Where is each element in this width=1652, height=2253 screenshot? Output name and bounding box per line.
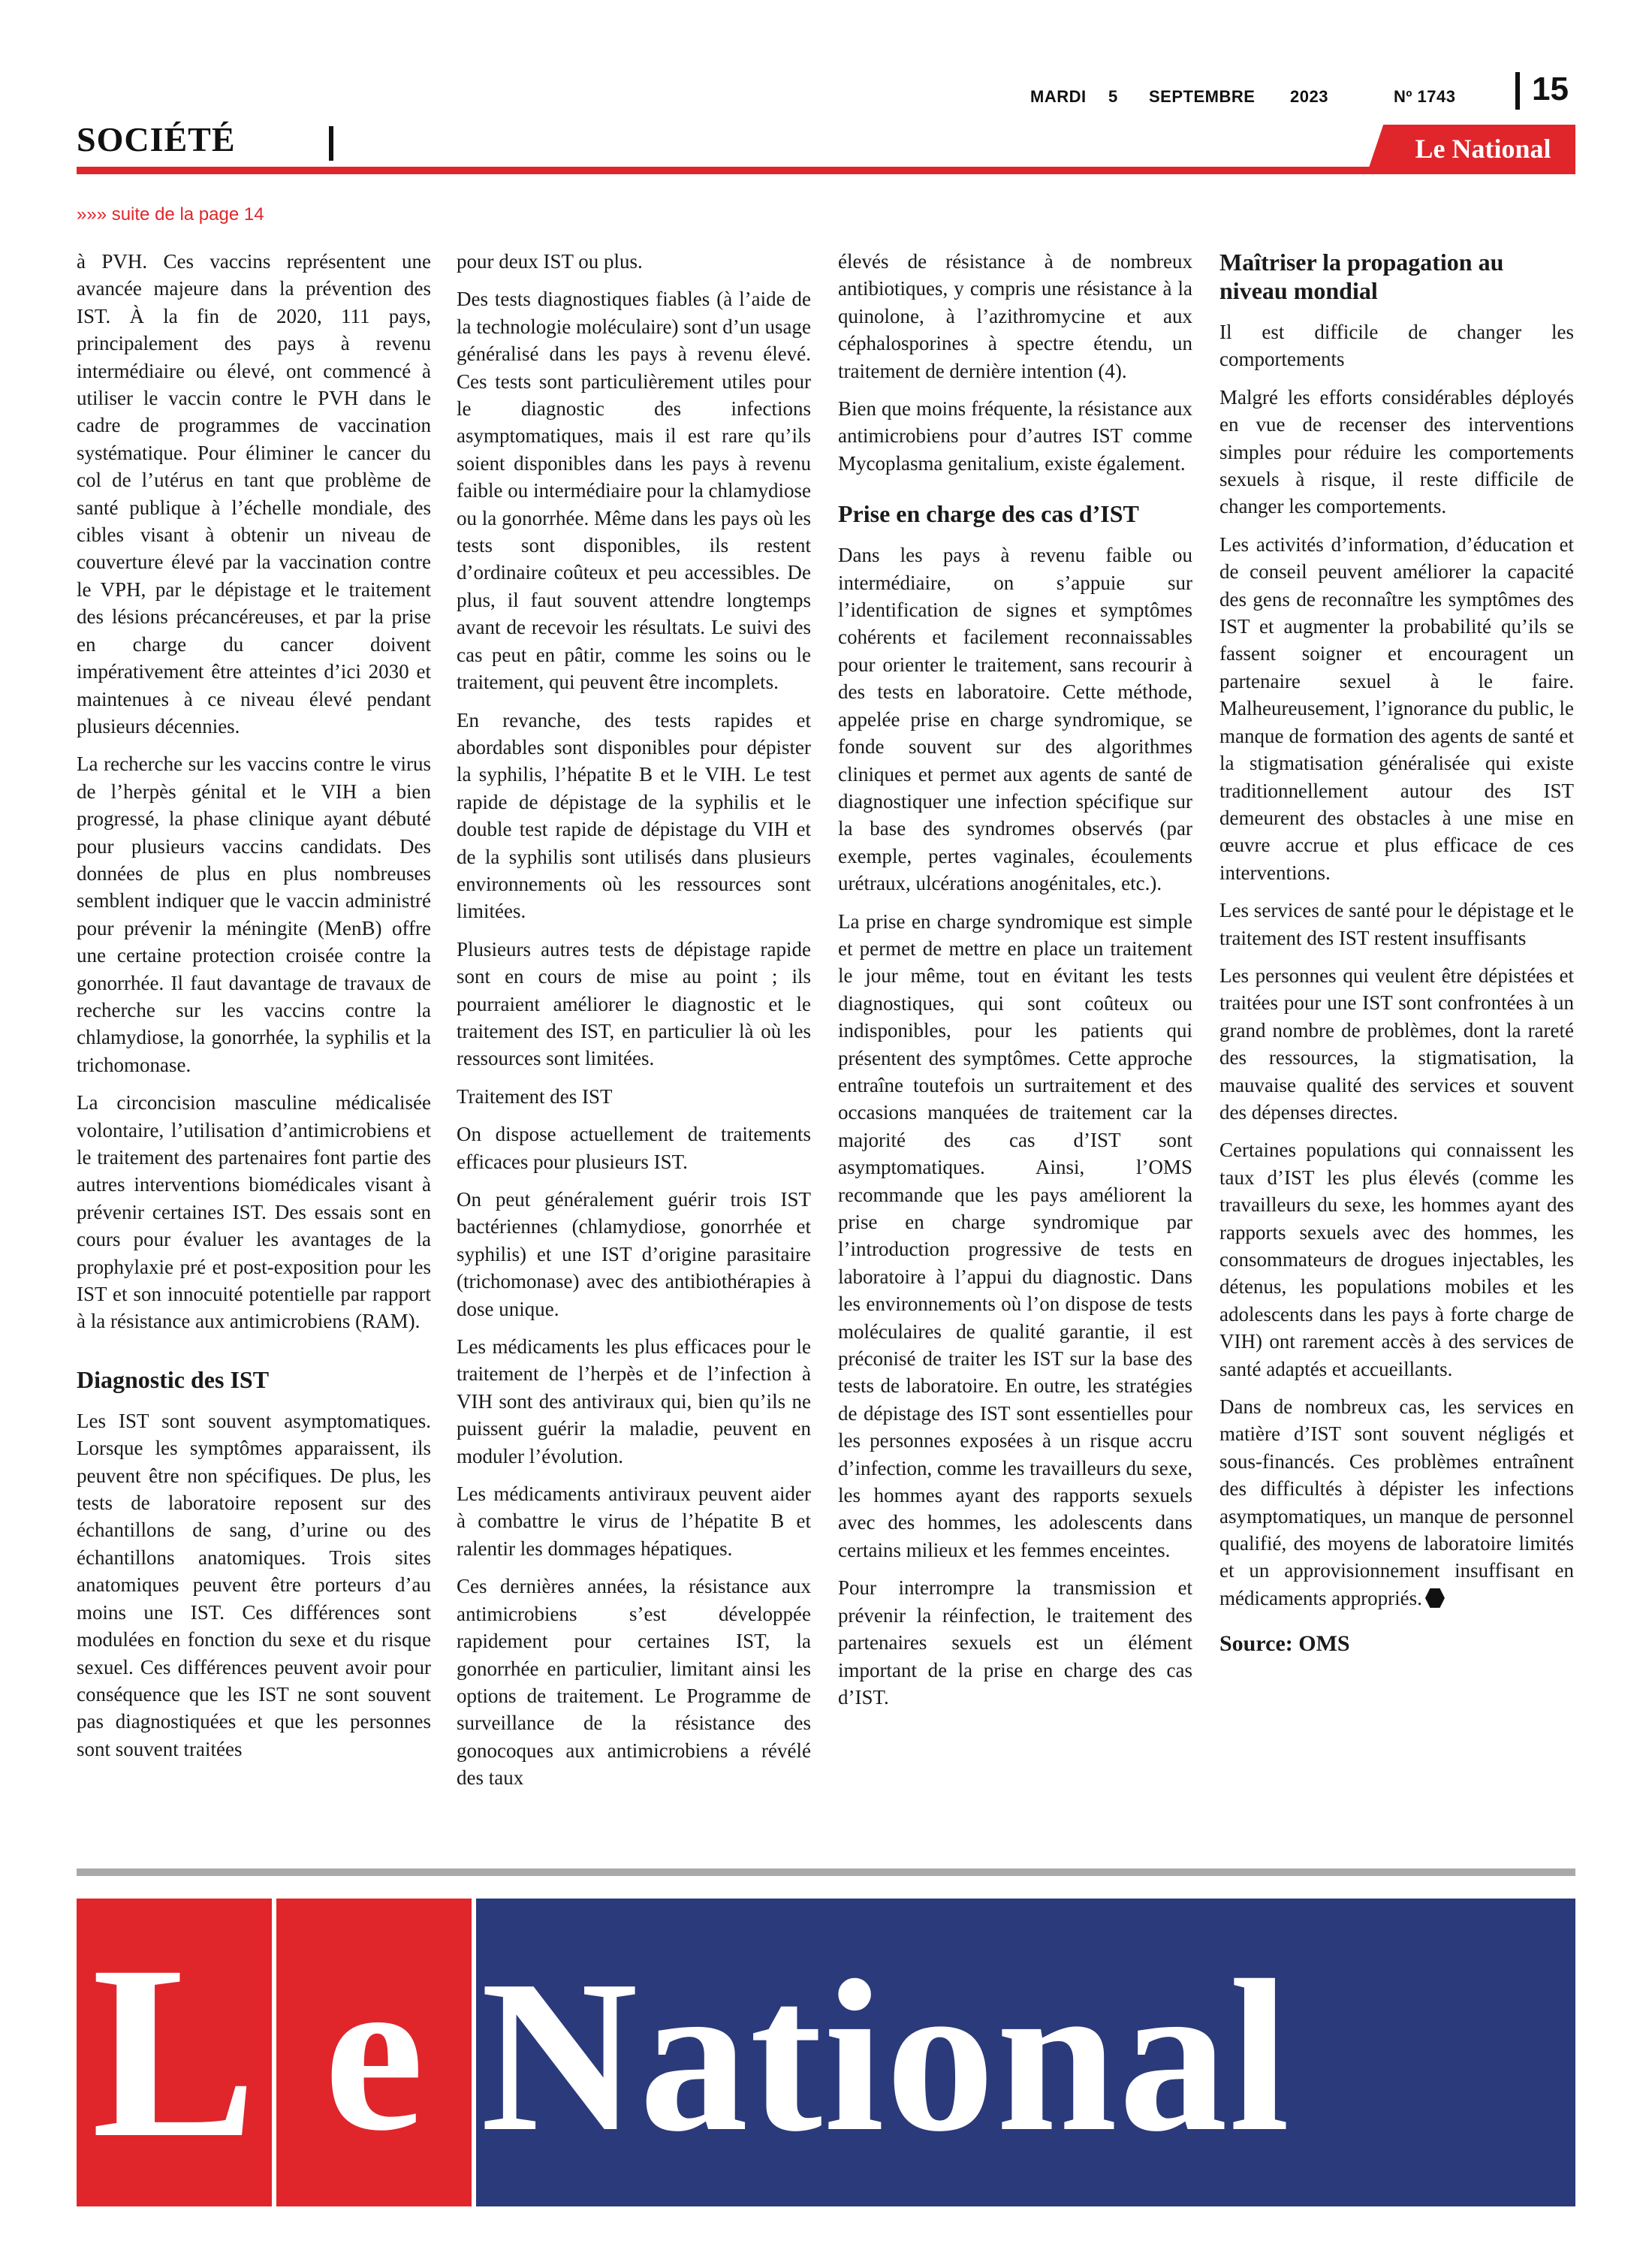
subheading-diagnostic: Diagnostic des IST bbox=[77, 1365, 270, 1393]
paragraph: Les médicaments les plus efficaces pour le traitement de l’herpès et de l’infection à VIH sont des antiviraux qui, bien qu’ils ne puissent guérir la maladie, peuvent en moduler l’évolution. bbox=[457, 1335, 811, 1467]
article-source: Source: OMS bbox=[1219, 1631, 1350, 1657]
subheading-maitriser: Maîtriser la propagation au niveau mondial bbox=[1219, 249, 1504, 304]
paragraph: Malgré les efforts considérables déployés en vue de recenser des interventions simples pour réduire les comportements sexuels à risque, il reste difficile de changer les comportements. bbox=[1219, 385, 1574, 518]
paragraph: Les personnes qui veulent être dépistées et traitées pour une IST sont confrontées à un grand nombre de problèmes, dont la rareté des ressources, la stigmatisation, la mauvaise qualité des services et souvent des dépenses directes. bbox=[1219, 964, 1574, 1123]
article-column-1 bbox=[77, 248, 431, 1855]
paragraph: Il est difficile de changer les comportements bbox=[1219, 321, 1574, 371]
footer-gray-rule bbox=[77, 1868, 1575, 1876]
paragraph: Les médicaments antiviraux peuvent aider à combattre le virus de l’hépatite B et ralentir les dommages hépatiques. bbox=[457, 1482, 811, 1560]
continued-from-link[interactable]: »»» suite de la page 14 bbox=[77, 204, 264, 225]
paragraph: Bien que moins fréquente, la résistance aux antimicrobiens pour d’autres IST comme Mycoplasma genitalium, existe également. bbox=[838, 397, 1192, 475]
article-column-2 bbox=[457, 248, 811, 1855]
paragraph: à PVH. Ces vaccins représentent une avancée majeure dans la prévention des IST. À la fin de 2020, 111 pays, principalement des pays à revenu intermédiaire ou élevé, ont commencé à utiliser le vaccin contre le PVH dans le cadre de programmes de vaccination systématique. Pour éliminer le cancer du col de l’utérus en tant que problème de santé publique à l’échelle mondiale, des cibles visant à obtenir un niveau de couverture élevé par la vaccination contre le VPH, par le dépistage et le traitement des lésions précancéreuses, et par la prise en charge du cancer doivent impérativement être atteintes d’ici 2030 et maintenues à ce niveau élevé pendant plusieurs décennies. bbox=[77, 250, 431, 737]
paragraph: Les services de santé pour le dépistage et le traitement des IST restent insuffisants bbox=[1219, 899, 1574, 949]
end-of-article-icon bbox=[1425, 1588, 1445, 1608]
paragraph: La prise en charge syndromique est simple et permet de mettre en place un traitement le jour même, tout en évitant les tests diagnostiques, qui sont coûteux ou indisponibles, pour les patients qui présentent des symptômes. Cette approche entraîne toutefois un surtraitement et des occasions manquées de traitement car la majorité des cas d’IST sont asymptomatiques. Ainsi, l’OMS recommande que les pays améliorent la prise en charge syndromique par l’introduction progressive de tests en laboratoire à l’appui du diagnostic. Dans les environnements où l’on dispose de tests moléculaires de qualité garantie, il est préconisé de traiter les IST sur la base des tests de laboratoire. En outre, les stratégies de dépistage des IST sont essentielles pour les personnes exposées à un risque accru d’infection, comme les travailleurs du sexe, les hommes ayant des rapports sexuels avec des hommes, les adolescents dans certains milieux et les femmes enceintes. bbox=[838, 909, 1192, 1561]
paragraph: La circoncision masculine médicalisée volontaire, l’utilisation d’antimicrobiens et le traitement des partenaires font partie des autres interventions biomédicales visant à prévenir certaines IST. Des essais sont en cours pour évaluer les avantages de la prophylaxie pré et post-exposition pour les IST et son innocuité potentielle par rapport à la résistance aux antimicrobiens (RAM). bbox=[77, 1091, 431, 1333]
paragraph: Dans les pays à revenu faible ou intermédiaire, on s’appuie sur l’identification de signes et symptômes cohérents et facilement reconnaissables pour orienter le traitement, sans recourir à des tests en laboratoire. Cette méthode, appelée prise en charge syndromique, se fonde souvent sur des algorithmes cliniques et permet aux agents de santé de diagnostiquer une infection spécifique sur la base des syndromes observés (par exemple, pertes vaginales, écoulements urétraux, ulcérations anogénitales, etc.). bbox=[838, 544, 1192, 895]
paragraph: On dispose actuellement de traitements efficaces pour plusieurs IST. bbox=[457, 1123, 811, 1173]
paragraph: Les activités d’information, d’éducation et de conseil peuvent améliorer la capacité des gens de reconnaître les symptômes des IST et augmenter la probabilité qu’ils se fassent soigner et encouragent un partenaire sexuel à le faire. Malheureusement, l’ignorance du public, le manque de formation des agents de santé et la stigmatisation généralisée qui existe traditionnellement autour des IST demeurent des obstacles à une mise en œuvre accrue et plus efficace de ces interventions. bbox=[1219, 532, 1574, 884]
paragraph: Les IST sont souvent asymptomatiques. Lorsque les symptômes apparaissent, ils peuvent être non spécifiques. De plus, les tests de laboratoire reposent sur des échantillons de sang, d’urine ou des échantillons anatomiques. Trois sites anatomiques peuvent être porteurs d’au moins une IST. Ces différences sont modulées en fonction du sexe et du risque sexuel. Ces différences peuvent avoir pour conséquence que les IST ne sont souvent pas diagnostiquées et que les personnes sont souvent traitées bbox=[77, 1409, 431, 1760]
paragraph: élevés de résistance à de nombreux antibiotiques, y compris une résistance à la quinolone, à l’azithromycine et aux céphalosporines à spectre étendu, un traitement de dernière intention (4). bbox=[838, 250, 1192, 382]
paragraph: pour deux IST ou plus. bbox=[457, 250, 643, 273]
header-month: SEPTEMBRE bbox=[1149, 87, 1256, 106]
article-column-4 bbox=[1219, 248, 1574, 1855]
paragraph: Des tests diagnostiques fiables (à l’aide de la technologie moléculaire) sont d’un usage généralisé dans les pays à revenu élevé. Ces tests sont particulièrement utiles pour le diagnostic des infections asymptomatiques, mais il est rare qu’ils soient disponibles dans les pays à revenu faible ou intermédiaire pour la chlamydiose ou la gonorrhée. Même dans les pays où les tests sont disponibles, ils restent d’ordinaire coûteux et peu accessibles. De plus, il faut souvent attendre longtemps avant de recevoir les résultats. Le suivi des cas peut en pâtir, comme les soins ou le traitement, qui peuvent être incomplets. bbox=[457, 288, 811, 694]
paragraph: On peut généralement guérir trois IST bactériennes (chlamydiose, gonorrhée et syphilis) et une IST d’origine parasitaire (trichomonase) avec des antibiothérapies à dose unique. bbox=[457, 1188, 811, 1320]
brand-tab-label: Le National bbox=[1415, 134, 1551, 164]
logo-word-national: National bbox=[481, 1935, 1292, 2176]
header-red-rule bbox=[77, 167, 1575, 174]
paragraph: Pour interrompre la transmission et prévenir la réinfection, le traitement des partenaires sexuels est un élément important de la prise en charge des cas d’IST. bbox=[838, 1576, 1192, 1709]
header-year: 2023 bbox=[1290, 87, 1328, 106]
paragraph: En revanche, des tests rapides et abordables sont disponibles pour dépister la syphilis, l’hépatite B et le VIH. Le test rapide de dépistage de la syphilis et le double test rapide de dépistage du VIH et de la syphilis sont utilisés dans plusieurs environnements où les ressources sont limitées. bbox=[457, 708, 811, 923]
paragraph-text: Dans de nombreux cas, les services en matière d’IST sont souvent négligés et sous-financés. Ces problèmes entraînent des difficultés à dépister les infections asymptomatiques, un manque de personnel qualifié, des moyens de laboratoire limités et un approvisionnement insuffisant en médicaments appropriés. bbox=[1219, 1395, 1574, 1609]
subheading-prise-en-charge: Prise en charge des cas d’IST bbox=[838, 500, 1139, 528]
header-day: MARDI bbox=[1030, 87, 1087, 106]
header-issue: Nº 1743 bbox=[1394, 87, 1456, 106]
header-date: 5 bbox=[1108, 87, 1118, 106]
section-divider bbox=[329, 126, 333, 161]
paragraph: Plusieurs autres tests de dépistage rapide sont en cours de mise au point ; ils pourraient améliorer le diagnostic et le traitement des IST, en particulier là où les ressources sont limitées. bbox=[457, 937, 811, 1070]
paragraph: Ces dernières années, la résistance aux antimicrobiens s’est développée rapidement pour certaines IST, la gonorrhée en particulier, limitant ainsi les options de traitement. Le Programme de surveillance de la résistance des gonocoques aux antimicrobiens a révélé des taux bbox=[457, 1575, 811, 1790]
logo-letter-l: L bbox=[91, 1915, 258, 2189]
page-number: 15 bbox=[1532, 71, 1569, 107]
paragraph: Traitement des IST bbox=[457, 1084, 613, 1108]
paragraph bbox=[1219, 1393, 1574, 1612]
paragraph: Certaines populations qui connaissent les taux d’IST les plus élevés (comme les travailleurs du sexe, les hommes ayant des rapports sexuels avec des hommes, les consommateurs de drogues injectables, les détenus, les populations mobiles et les adolescents dans les pays à forte charge de VIH) ont rarement accès à des services de santé adaptés et accueillants. bbox=[1219, 1139, 1574, 1380]
page-number-divider bbox=[1515, 72, 1520, 110]
article-column-3 bbox=[838, 248, 1192, 1855]
section-title: SOCIÉTÉ bbox=[77, 120, 236, 158]
logo-letter-e: e bbox=[324, 1928, 424, 2177]
paragraph: La recherche sur les vaccins contre le virus de l’herpès génital et le VIH a bien progressé, la phase clinique ayant débuté pour plusieurs vaccins candidats. Des données de plus en plus nombreuses semblent indiquer que le vaccin administré pour prévenir la méningite (MenB) offre une certaine protection croisée contre la gonorrhée. Il faut davantage de travaux de recherche sur les vaccins contre la chlamydiose, la gonorrhée, la syphilis et la trichomonase. bbox=[77, 753, 431, 1076]
